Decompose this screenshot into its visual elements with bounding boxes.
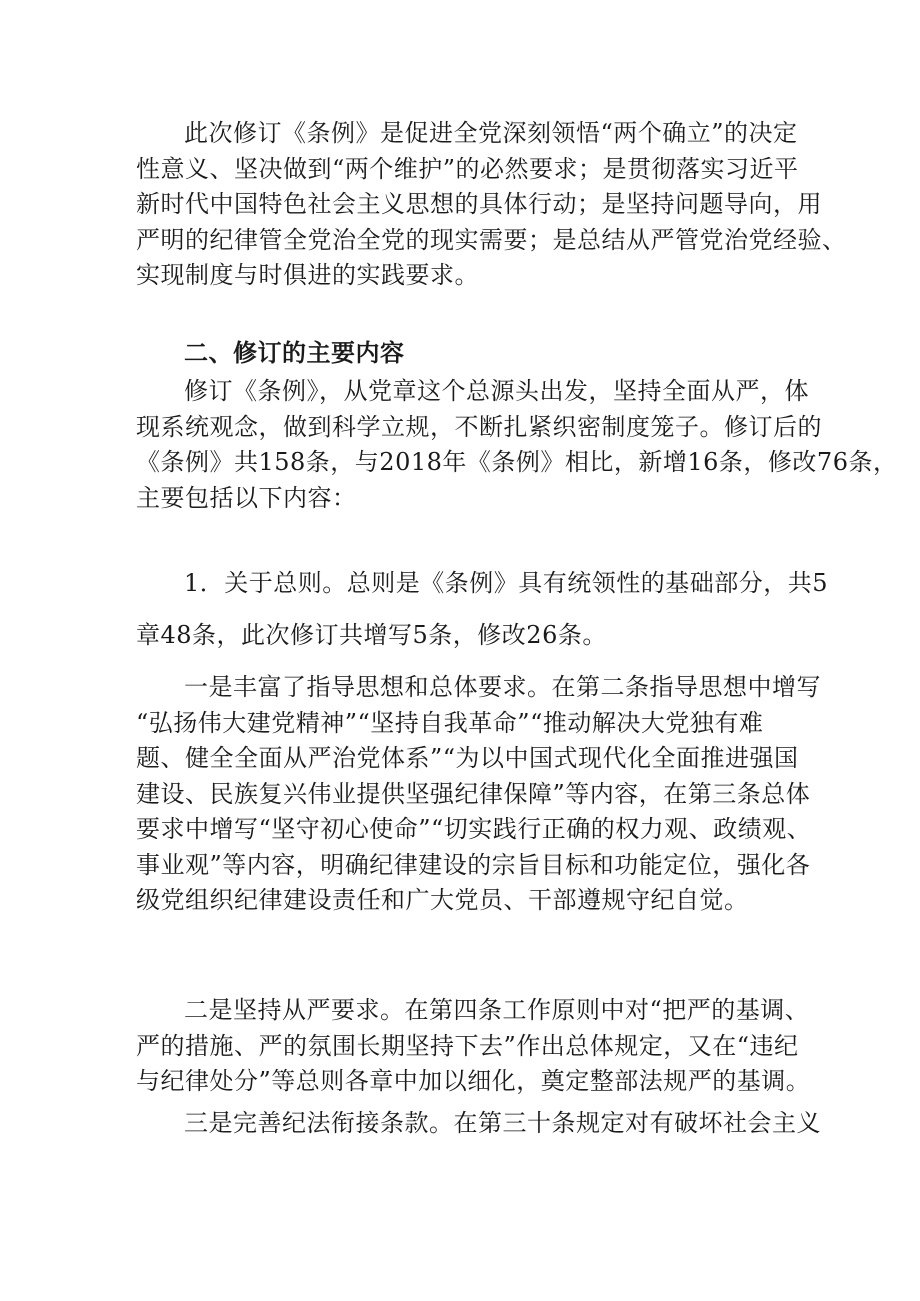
text-line: 与纪律处分”等总则各章中加以细化，奠定整部法规严的基调。 (136, 1067, 811, 1095)
text-line: 现系统观念，做到科学立规，不断扎紧织密制度笼子。修订后的 (136, 412, 822, 441)
text-line: 新时代中国特色社会主义思想的具体行动；是坚持问题导向，用 (136, 190, 822, 218)
text-line: 章48条，此次修订共增写5条，修改26条。 (136, 621, 607, 649)
text-line: 要求中增写“坚守初心使命”“切实践行正确的权力观、政绩观、 (136, 815, 812, 843)
paragraph-significance (136, 116, 847, 294)
text-line: 题、健全全面从严治党体系”“为以中国式现代化全面推进强国 (136, 744, 799, 772)
text-line: “弘扬伟大建党精神”“坚持自我革命”“推动解决大党独有难 (136, 708, 764, 737)
text-line: 主要包括以下内容： (136, 483, 357, 512)
text-line: 性意义、坚决做到“两个维护”的必然要求；是贯彻落实习近平 (136, 154, 799, 183)
text-line: 三是完善纪法衔接条款。在第三十条规定对有破坏社会主义 (184, 1109, 821, 1137)
text-line: 级党组织纪律建设责任和广大党员、干部遵规守纪自觉。 (136, 886, 749, 914)
section-heading: 二、修订的主要内容 (184, 339, 405, 367)
text-line: 实现制度与时俱进的实践要求。 (136, 261, 479, 289)
paragraph-main-content (136, 374, 898, 516)
text-line: 严的措施、严的氛围长期坚持下去”作出总体规定，又在“违纪 (136, 1031, 799, 1060)
text-line: 二是坚持从严要求。在第四条工作原则中对“把严的基调、 (184, 996, 810, 1024)
text-line: 此次修订《条例》是促进全党深刻领悟“两个确立”的决定 (184, 119, 798, 147)
paragraph-guiding-thought (136, 670, 821, 919)
paragraph-law-connection (136, 1106, 821, 1142)
text-line: 《条例》共158条，与2018年《条例》相比，新增16条，修改76条， (136, 448, 898, 476)
text-line: 事业观”等内容，明确纪律建设的宗旨目标和功能定位，强化各 (136, 850, 811, 879)
paragraph-strict-requirements (136, 993, 811, 1100)
paragraph-general-provisions (136, 557, 829, 661)
text-line: 修订《条例》，从党章这个总源头出发，坚持全面从严，体 (184, 377, 809, 405)
text-line: 一是丰富了指导思想和总体要求。在第二条指导思想中增写 (184, 673, 821, 701)
text-line: 1．关于总则。总则是《条例》具有统领性的基础部分，共5 (184, 569, 829, 597)
text-line: 严明的纪律管全党治全党的现实需要；是总结从严管党治党经验、 (136, 225, 847, 254)
text-line: 建设、民族复兴伟业提供坚强纪律保障”等内容，在第三条总体 (136, 779, 811, 808)
